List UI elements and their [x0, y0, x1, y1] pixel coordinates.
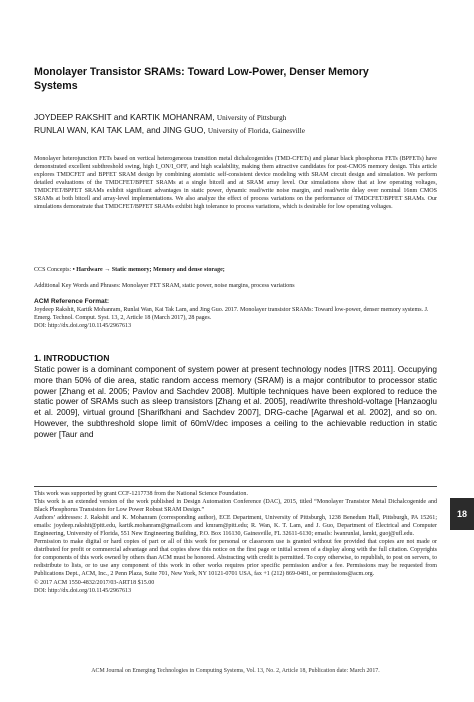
abstract: Monolayer heterojunction FETs based on vertical heterogeneous transition metal dichalcogenides (TMD-CFETs) and planar black phosphorus FETs (BPFETs) have demonstrated excellent subthreshold swing, high I_ON/I_OFF, and high scalability, making them attractive candidates for post-CMOS memory design. This article explores TMDCFET and BPFET SRAM design by combining atomistic self-consistent device modeling with SRAM circuit design and simulation. We perform detailed evaluations of the TMDCFET/BPFET SRAMs at a single bitcell and at SRAM array level. Our simulations show that at low operating voltages, TMDCFET/BPFET SRAMs exhibit significant advantages in static power, dynamic read/write noise margin, and read/write delay over nominal 16nm CMOS SRAMs at both bitcell and array-level implementations. We also analyze the effect of process variations on the performance of TMDCFET/BPFET SRAMs. Our simulations demonstrate that TMDCFET/BPFET SRAMs exhibit high tolerance to process variations, which is desirable for low operating voltages.: [34, 156, 437, 211]
extended-version-note: This work is an extended version of the work published in Design Automation Conference (DAC), 2015, titled “Monolayer Transistor Metal Dichalcogenide and Black Phosphorus Transistors for Low Power Robust SRAM Design.”: [34, 499, 437, 514]
author-block: [34, 112, 434, 137]
authors-florida: RUNLAI WAN, KAI TAK LAM, and JING GUO,: [34, 124, 206, 135]
doi-link[interactable]: DOI: http://dx.doi.org/10.1145/2967613: [34, 323, 132, 329]
acm-reference: [34, 298, 437, 330]
funding-note: This work was supported by grant CCF-1217738 from the National Science Foundation.: [34, 491, 248, 497]
permission-note: Permission to make digital or hard copies of part or all of this work for personal or classroom use is granted without fee provided that copies are not made or distributed for profit or commercial advantage and that copies show this notice on the first page or initial screen of a display along with the full citation. Copyrights for components of this work owned by others than ACM must be honored. Abstracting with credit is permitted. To copy otherwise, to republish, to post on servers, to redistribute to lists, or to use any component of this work in other works requires prior specific permission and/or a fee. Permissions may be requested from Publications Dept., ACM, Inc., 2 Penn Plaza, Suite 701, New York, NY 10121-0701 USA, fax +1 (212) 869-0481, or permissions@acm.org.: [34, 539, 437, 578]
journal-footer: ACM Journal on Emerging Technologies in Computing Systems, Vol. 13, No. 2, Article 18, Publication date: March 2017.: [91, 668, 380, 674]
ccs-concepts: [34, 266, 437, 274]
author-line-2: [34, 125, 434, 138]
authors-pitt: JOYDEEP RAKSHIT and KARTIK MOHANRAM,: [34, 112, 215, 122]
ccs-value: • Hardware → Static memory; Memory and dense storage;: [72, 267, 225, 273]
copyright-line: © 2017 ACM 1550-4832/2017/03-ART18 $15.00: [34, 579, 155, 586]
introduction-text: Static power is a dominant component of system power at present technology nodes [ITRS 2011]. Occupying more than 50% of die area, static random access memory (SRAM) is a major contributor to processor static power [Zhang et al. 2005; Pavlov and Sachdev 2008]. Multiple techniques have been explored to reduce the static power of SRAMs such as sleep transistors [Zhang et al. 2005], read/write threshold-voltage [Hanzaoglu et al. 2009], virtual ground [Sharifkhani and Sachdev 2007], DRG-cache [Agarwal et al. 2002], and so on. However, the subthreshold slope limit of 60mV/dec imposes a ceiling to the achievable reduction in static power [Taur and: [34, 364, 437, 439]
affiliation-florida: University of Florida, Gainesville: [207, 126, 305, 135]
section-heading-introduction: 1. INTRODUCTION: [34, 353, 110, 363]
doi-link-footer[interactable]: DOI: http://dx.doi.org/10.1145/2967613: [34, 587, 132, 594]
article-number-tab: 18: [450, 498, 474, 530]
acm-reference-heading: ACM Reference Format:: [34, 298, 110, 305]
paper-title: Monolayer Transistor SRAMs: Toward Low-Power, Denser Memory Systems: [34, 66, 369, 92]
footnotes: [34, 490, 437, 595]
author-line-1: [34, 112, 434, 125]
footnote-divider: [34, 486, 437, 487]
affiliation-pitt: University of Pittsburgh: [216, 114, 287, 122]
keywords: Additional Key Words and Phrases: Monolayer FET SRAM, static power, noise margins, process variations: [34, 283, 295, 289]
ccs-label: CCS Concepts:: [34, 267, 72, 273]
author-addresses: Authors’ addresses: J. Rakshit and K. Mohanram (corresponding author), ECE Department, University of Pittsburgh, 1238 Benedum Hall, Pittsburgh, PA 15261; emails: joydeep.rakshit@pitt.edu, kartik.mohanram@gmail.com and kmram@pitt.edu; R. Wan, K. T. Lam, and J. Guo, Department of Electrical and Computer Engineering, University of Florida, 551 New Engineering Building, P.O. Box 116130, Gainesville, FL 32611-6130; emails: lwanrunlai, lamkt, guoj@ufl.edu.: [34, 515, 437, 538]
acm-reference-text: Joydeep Rakshit, Kartik Mohanram, Runlai Wan, Kai Tak Lam, and Jing Guo. 2017. Monolayer transistor SRAMs: Toward low-power, denser memory systems. J. Emerg. Technol. Comput. Syst. 13, 2, Article 18 (March 2017), 28 pages.: [34, 307, 429, 321]
